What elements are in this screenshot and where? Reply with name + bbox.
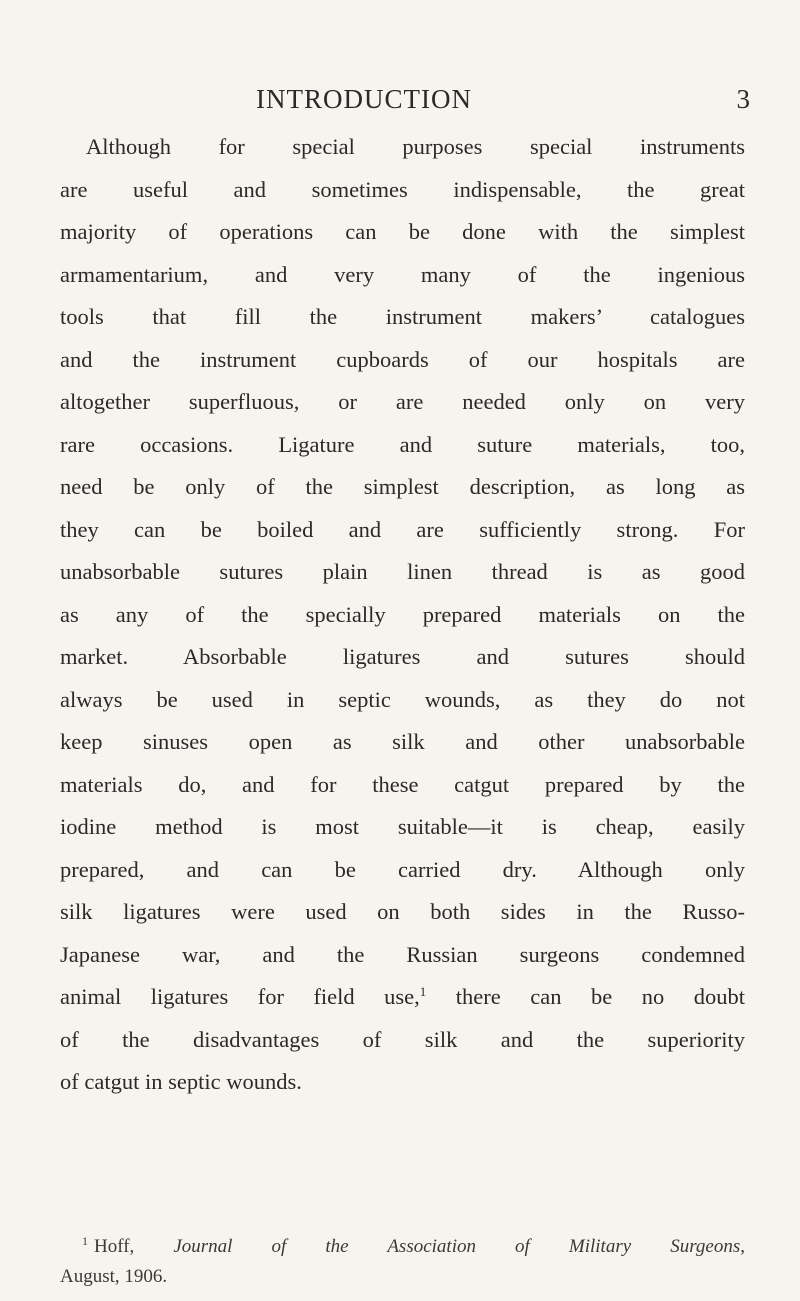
text-line: iodine method is most suitable—it is cheap, easily xyxy=(60,814,745,839)
footnote-reference[interactable]: 1 xyxy=(419,984,427,999)
body-paragraph xyxy=(60,126,745,1104)
footnote-line xyxy=(60,1226,745,1262)
text-line: tools that fill the instrument makers’ catalogues xyxy=(60,304,745,329)
text-line: majority of operations can be done with the simplest xyxy=(60,219,745,244)
text-line: of catgut in septic wounds. xyxy=(60,1069,302,1094)
text-line: silk ligatures were used on both sides in the Russo- xyxy=(60,899,745,924)
text-line: altogether superfluous, or are needed only on very xyxy=(60,389,745,414)
text-line: materials do, and for these catgut prepared by the xyxy=(60,771,745,797)
text-line: Japanese war, and the Russian surgeons condemned xyxy=(60,941,745,967)
page-number: 3 xyxy=(736,84,750,114)
running-head: INTRODUCTION xyxy=(256,84,472,114)
text-line: are useful and sometimes indispensable, the great xyxy=(60,176,745,202)
footnote-marker: 1 xyxy=(82,1234,88,1248)
text-line: and the instrument cupboards of our hospitals are xyxy=(60,346,745,372)
text-line: always be used in septic wounds, as they do not xyxy=(60,686,745,712)
text-line: unabsorbable sutures plain linen thread is as good xyxy=(60,559,745,584)
text-line: keep sinuses open as silk and other unabsorbable xyxy=(60,729,745,754)
text-fragment: animal ligatures for field use, xyxy=(60,984,420,1009)
text-line-with-footnote-ref xyxy=(60,976,745,1019)
text-line: as any of the specially prepared materials on the xyxy=(60,601,745,627)
text-line: armamentarium, and very many of the ingenious xyxy=(60,261,745,287)
footnote-journal: Journal of the Association of Military Surgeons, xyxy=(173,1236,745,1257)
text-line: need be only of the simplest description, as long as xyxy=(60,474,745,499)
footnote-author: Hoff, xyxy=(94,1236,174,1257)
text-line: rare occasions. Ligature and suture materials, too, xyxy=(60,431,745,457)
text-line: Although for special purposes special instruments xyxy=(86,134,745,159)
footnote-date: August, 1906. xyxy=(60,1266,168,1287)
text-line: market. Absorbable ligatures and sutures should xyxy=(60,644,745,669)
text-fragment: there can be no doubt xyxy=(426,984,745,1009)
text-line: prepared, and can be carried dry. Although only xyxy=(60,856,745,882)
text-line: they can be boiled and are sufficiently strong. For xyxy=(60,516,745,542)
text-line: of the disadvantages of silk and the superiority xyxy=(60,1026,745,1052)
footnote xyxy=(60,1226,745,1292)
